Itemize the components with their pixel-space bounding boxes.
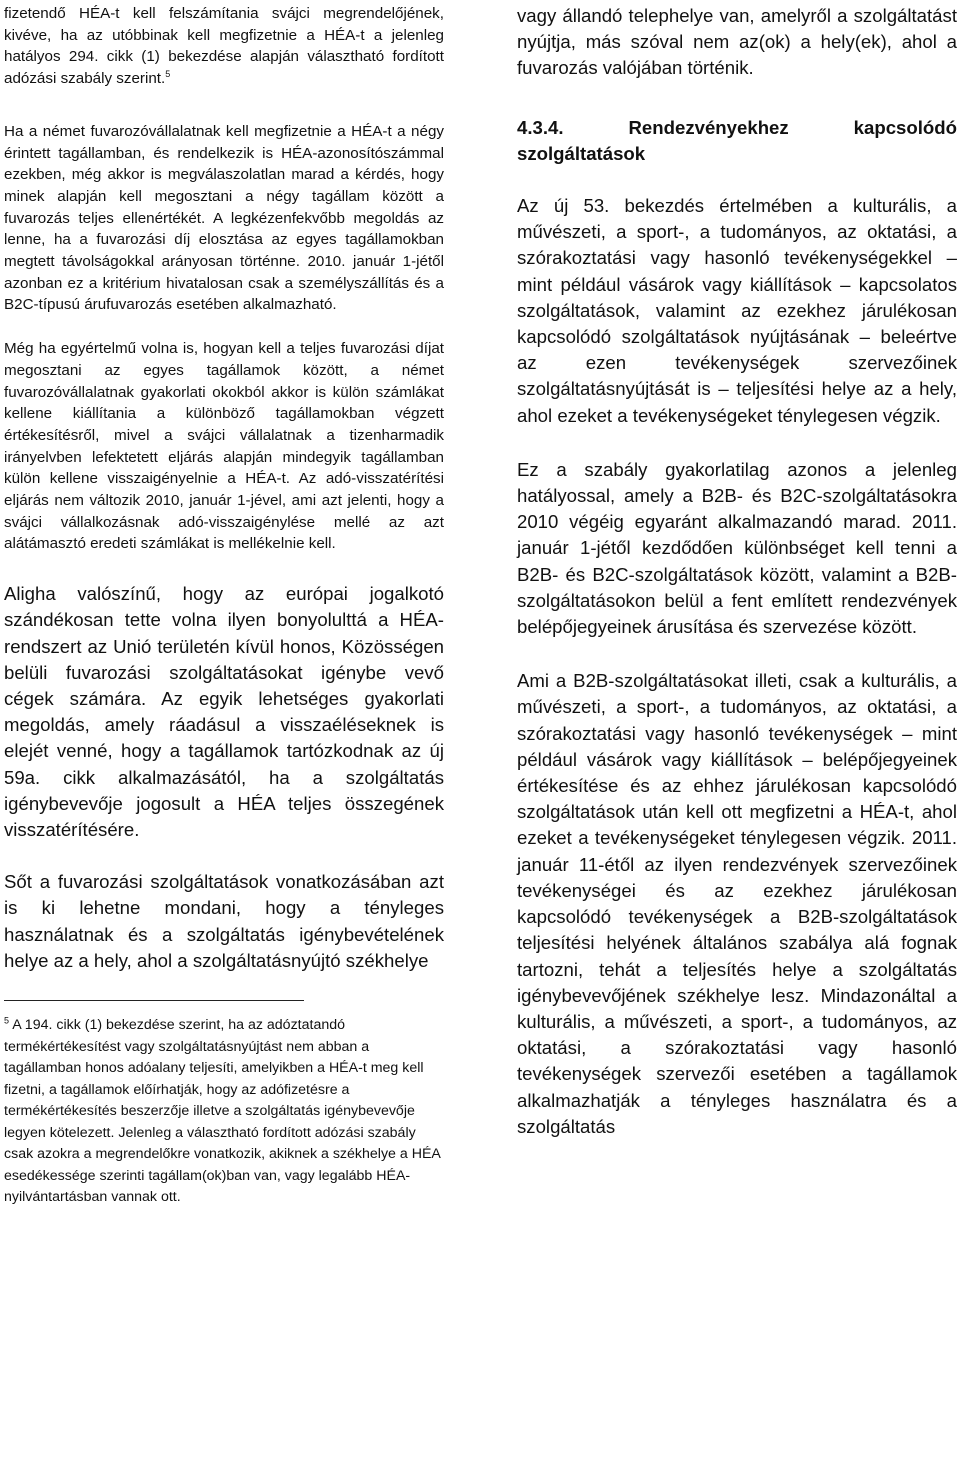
paragraph-aligha: Aligha valószínű, hogy az európai jogalkotó szándékosan tette volna ilyen bonyolulttá a HÉA-rendszert az Unió területén kívül honos, Közösségen belüli fuvarozási szolgáltatásokat igénybe vevő cégek számára. Az egyik lehetséges gyakorlati megoldás, amely ráadásul a visszaéléseknek is elejét venné, hogy a tagállamok tartózkodnak az új 59a. cikk alkalmazásától, ha a szolgáltatás igénybevevője jogosult a HÉA teljes összegének visszatérítésére. — [4, 583, 444, 840]
left-column — [4, 0, 444, 1209]
paragraph-uj-53: Az új 53. bekezdés értelmében a kulturális, a művészeti, a sport-, a tudományos, az oktatási, a szórakoztatási vagy hasonló tevékenységekkel – mint például vásárok vagy kiállítások – kapcsolatos szolgáltatások, valamint az ezekhez járulékosan kapcsolódó szolgáltatások nyújtásának – beleértve az ezen tevékenységek szervezőinek szolgáltatásnyújtását is – teljesítési helye az a hely, ahol ezeket a tevékenységeket ténylegesen végzik. — [517, 195, 957, 426]
paragraph-ez-a-szabaly: Ez a szabály gyakorlatilag azonos a jelenleg hatályossal, amely a B2B- és B2C-szolgáltatásokra 2010 végéig egyaránt alkalmazandó marad. 2011. január 1-jétől kezdődően különbséget kell tenni a B2B- és B2C-szolgáltatások között, valamint a B2B-szolgáltatásokon belül a fent említett rendezvények belépőjegyeinek árusítása és szervezése között. — [517, 458, 957, 638]
footnote-text: A 194. cikk (1) bekezdése szerint, ha az adóztatandó termékértékesítést vagy szolgáltatásnyújtást nem abban a tagállamban honos adóalany teljesíti, amelyikben a HÉA-t meg kell fizetni, a tagállamok előírhatják, hogy az adófizetésre a termékértékesítés beszerzője illetve a szolgáltatás igénybevevője legyen kötelezett. Jelenleg a választható fordított adózási szabály csak azokra a megrendelőkre vonatkozik, akiknek a székhelye a HÉA esedékessége szerinti tagállam(ok)ban van, vagy legalább HÉA-nyilvántartásban vannak ott. — [4, 1017, 441, 1206]
paragraph-intro — [4, 3, 444, 90]
paragraph-telephely: vagy állandó telephelye van, amelyről a szolgáltatást nyújtja, más szóval nem az(ok) a hely(ek), ahol a fuvarozás valójában történik. — [517, 5, 957, 79]
paragraph-intro-text: fizetendő HÉA-t kell felszámítania svájci megrendelőjének, kivéve, ha az utóbbinak kell megfizetnie a HÉA-t a jelenleg hatályos 294. cikk (1) bekezdése alapján választható fordított adózási szabály szerint. — [4, 5, 444, 88]
paragraph-nemet-fuvarozo: Ha a német fuvarozóvállalatnak kell megfizetnie a HÉA-t a négy érintett tagállamban, és rendelkezik is HÉA-azonosítószámmal ezekben, még akkor is megválaszolatlan marad a kérdés, hogy minek alapján kell megosztani a négy tagállam között a fuvarozás teljes ellenértékét. A legkézenfekvőbb megoldás az lenne, ha a fuvarozási díj elosztása az egyes tagállamokban megtett távolságokkal arányosan történne. 2010. január 1-jétől azonban ez a kritérium hivatalosan csak a személyszállítás és a B2C-típusú árufuvarozás esetében alkalmazható. — [4, 122, 444, 314]
right-column — [517, 0, 957, 1140]
footnote-number: 5 — [4, 1015, 10, 1026]
paragraph-meg-ha: Még ha egyértelmű volna is, hogyan kell a teljes fuvarozási díjat megosztani az egyes tagállamok között, a német fuvarozóvállalatnak gyakorlati okokból akkor is külön számlákat kellene kiállítania a különböző tagállamokban végzett értékesítésről, mivel a svájci vállalatnak a tizenharmadik irányelvben lefektetett eljárás alapján mindegyik tagállamban külön kellene visszaigényelnie a HÉA-t. Az adó-visszatérítési eljárás nem változik 2010, január 1-jével, ami azt jelenti, hogy a svájci vállalkozásnak adó-visszaigénylése mellé az azt alátámasztó eredeti számlákat is mellékelnie kell. — [4, 340, 444, 553]
section-heading: 4.3.4. Rendezvényekhez kapcsolódó szolgáltatások — [517, 116, 957, 164]
paragraph-ami-b2b: Ami a B2B-szolgáltatásokat illeti, csak a kulturális, a művészeti, a sport-, a tudományos, az oktatási, a szórakoztatási vagy hasonló tevékenységek – mint például vásárok vagy kiállítások – belépőjegyeinek értékesítése és az ehhez járulékosan kapcsolódó szolgáltatások után kell ott megfizetni a HÉA-t, ahol ezeket a tevékenységeket ténylegesen végzik. 2011. január 11-étől az ilyen rendezvények szervezőinek tevékenységei és az ezekhez járulékosan kapcsolódó tevékenységek a B2B-szolgáltatások teljesítési helyének általános szabálya alá fognak tartozni, tehát a teljesítés helye a szolgáltatás igénybevevőjének székhelye lesz. Mindazonáltal a kulturális, a művészeti, a sport-, a tudományos, az oktatási, a szórakoztatási vagy hasonló tevékenységek szervezői esetében a tagállamok alkalmazhatják a tényleges használatra és a szolgáltatás — [517, 670, 957, 1137]
footnote — [4, 1015, 444, 1209]
footnote-divider — [4, 1000, 304, 1001]
footnote-reference: 5 — [165, 69, 171, 80]
paragraph-sot: Sőt a fuvarozási szolgáltatások vonatkozásában azt is ki lehetne mondani, hogy a tényleges használatnak és a szolgáltatás igénybevételének helye az a hely, ahol a szolgáltatásnyújtó székhelye — [4, 871, 444, 971]
